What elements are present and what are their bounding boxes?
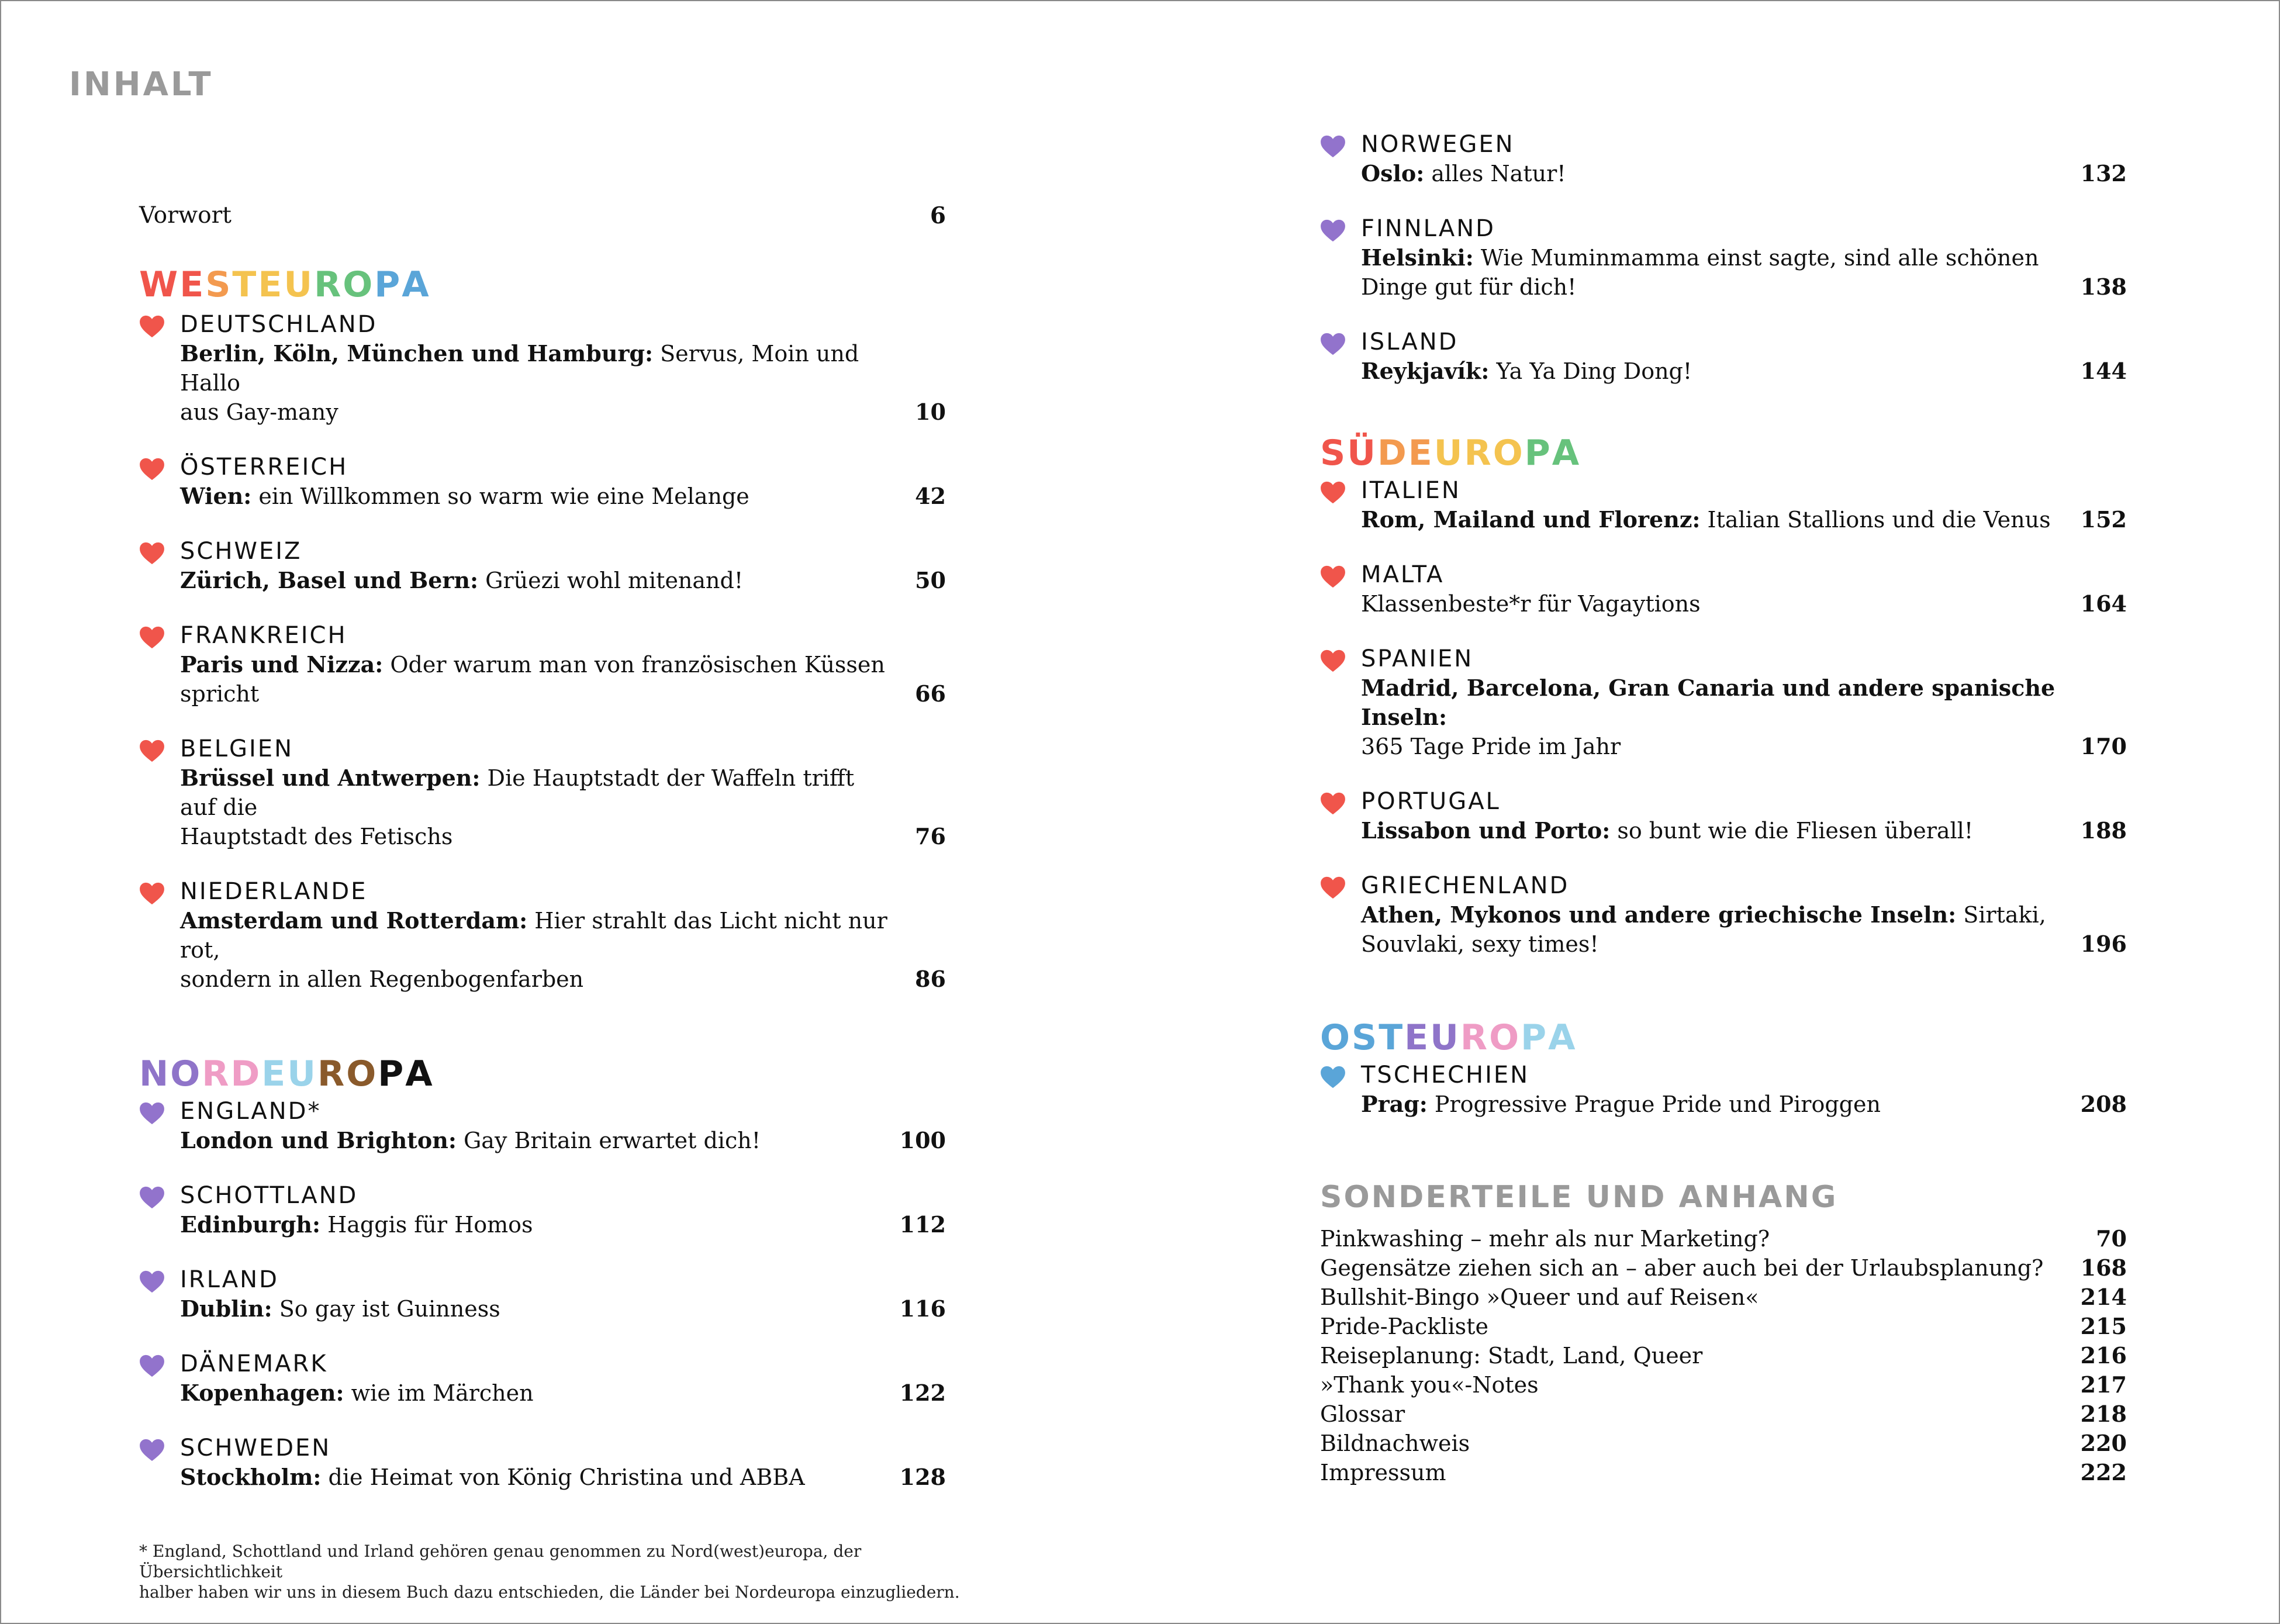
entry-description [180, 1463, 946, 1492]
anhang-item[interactable] [1320, 1458, 2127, 1487]
vorwort-label: Vorwort [139, 202, 232, 229]
heart-icon [139, 458, 165, 481]
nordeuropa-entries-left [139, 1097, 946, 1492]
heading-letter: U [287, 1053, 317, 1094]
page-number: 6 [930, 202, 946, 229]
heading-letter: R [1460, 1017, 1490, 1058]
entry-cities: Wien: [180, 483, 252, 509]
page-number: 66 [915, 680, 946, 707]
heart-icon [139, 1186, 165, 1210]
toc-entry[interactable] [1320, 327, 2127, 386]
entry-tagline: Progressive Prague Pride und Piroggen [1427, 1091, 1881, 1117]
entry-description [1361, 816, 2127, 845]
entry-tagline: Hauptstadt des Fetischs [180, 824, 453, 849]
heading-letter: E [1404, 1017, 1431, 1058]
entry-description [180, 822, 946, 851]
heading-letter: E [179, 264, 206, 305]
entry-tagline: Hier strahlt das Licht nicht nur rot, [180, 908, 894, 963]
heart-icon [1320, 876, 1346, 900]
entry-tagline: wie im Märchen [344, 1380, 534, 1406]
entry-cities: London und Brighton: [180, 1127, 457, 1153]
entry-description [180, 906, 946, 965]
heart-icon [139, 626, 165, 649]
heading-letter: S [1320, 433, 1348, 474]
anhang-item-label: Gegensätze ziehen sich an – aber auch bei der Urlaubsplanung? [1320, 1255, 2044, 1281]
heart-icon [1320, 135, 1346, 158]
entry-tagline: Souvlaki, sexy times! [1361, 931, 1599, 957]
heading-letter: E [261, 1053, 288, 1094]
entry-description [1361, 732, 2127, 761]
heart-icon [139, 315, 165, 338]
anhang-item[interactable] [1320, 1224, 2127, 1253]
heading-letter: P [1521, 1017, 1549, 1058]
page-number: 50 [915, 567, 946, 593]
anhang-item[interactable] [1320, 1429, 2127, 1458]
country-name: SPANIEN [1361, 645, 1474, 672]
page-number: 164 [2080, 590, 2127, 617]
entry-tagline: Ya Ya Ding Dong! [1489, 358, 1692, 384]
heading-letter: D [230, 1053, 262, 1094]
heading-letter: O [1489, 1017, 1521, 1058]
anhang-item[interactable] [1320, 1253, 2127, 1283]
heart-icon [139, 1355, 165, 1378]
entry-tagline: 365 Tage Pride im Jahr [1361, 734, 1621, 759]
section-heading-osteuropa [1320, 1017, 2127, 1058]
country-name: ITALIEN [1361, 477, 1461, 504]
page-number: 215 [2080, 1313, 2127, 1339]
entry-description [1361, 159, 2127, 188]
entry-tagline: Die Hauptstadt der Waffeln trifft auf die [180, 765, 862, 820]
country-name: TSCHECHIEN [1361, 1062, 1530, 1089]
country-name: ÖSTERREICH [180, 454, 348, 481]
country-name: MALTA [1361, 561, 1445, 588]
entry-description [180, 965, 946, 994]
toc-entry[interactable] [1320, 560, 2127, 618]
nordeuropa-entries-right [1320, 130, 2127, 386]
toc-entry[interactable] [139, 621, 946, 709]
page-number: 170 [2080, 733, 2127, 759]
entry-tagline: aus Gay-many [180, 399, 338, 425]
heading-letter: O [1493, 433, 1525, 474]
entry-tagline: Gay Britain erwartet dich! [456, 1128, 761, 1153]
heart-icon [139, 740, 165, 763]
entry-tagline: alles Natur! [1424, 161, 1566, 186]
anhang-item-label: Bullshit-Bingo »Queer und auf Reisen« [1320, 1284, 1759, 1310]
anhang-list [1320, 1224, 2127, 1487]
right-column [1320, 130, 2127, 1487]
toc-entry[interactable] [139, 1097, 946, 1155]
anhang-item[interactable] [1320, 1312, 2127, 1341]
toc-entry[interactable] [1320, 644, 2127, 761]
heading-letter: R [314, 264, 343, 305]
heading-letter: E [1408, 433, 1434, 474]
entry-description [180, 1210, 946, 1239]
heart-icon [1320, 1066, 1346, 1089]
country-name: ENGLAND* [180, 1098, 322, 1125]
country-name: SCHWEIZ [180, 538, 302, 565]
page-number: 208 [2080, 1091, 2127, 1117]
country-name: ISLAND [1361, 329, 1459, 355]
toc-entry[interactable] [139, 734, 946, 851]
page-number: 128 [899, 1464, 946, 1490]
entry-description [180, 339, 946, 398]
page-number: 144 [2080, 358, 2127, 384]
section-heading-nordeuropa [139, 1053, 946, 1094]
heading-letter: S [205, 264, 233, 305]
heading-letter: S [1352, 1017, 1379, 1058]
heading-letter: O [343, 264, 375, 305]
toc-entry[interactable] [1320, 130, 2127, 188]
page-number: 216 [2080, 1342, 2127, 1369]
entry-description [180, 650, 946, 709]
page-number: 112 [899, 1211, 946, 1238]
heading-letter: U [1433, 433, 1464, 474]
entry-description [1361, 900, 2127, 930]
heart-icon [1320, 219, 1346, 243]
heading-letter: U [1430, 1017, 1460, 1058]
westeuropa-entries [139, 310, 946, 994]
entry-cities: Dublin: [180, 1295, 272, 1322]
entry-tagline: Dinge gut für dich! [1361, 274, 1577, 300]
heart-icon [1320, 481, 1346, 505]
entry-tagline: Italian Stallions und die Venus [1700, 507, 2051, 533]
page-number: 196 [2080, 931, 2127, 957]
entry-cities: Zürich, Basel und Bern: [180, 567, 479, 593]
toc-entry[interactable] [139, 1349, 946, 1408]
entry-description [180, 566, 946, 595]
heading-letter: R [202, 1053, 231, 1094]
anhang-item[interactable] [1320, 1283, 2127, 1312]
entry-description [180, 1294, 946, 1324]
entry-description [1361, 589, 2127, 618]
toc-entry[interactable] [139, 1265, 946, 1324]
entry-cities: Edinburgh: [180, 1211, 321, 1238]
entry-description [1361, 930, 2127, 959]
entry-tagline: sondern in allen Regenbogenfarben [180, 966, 584, 992]
entry-cities: Helsinki: [1361, 244, 1474, 271]
entry-description [180, 1126, 946, 1155]
heading-letter: D [1377, 433, 1408, 474]
entry-tagline: Klassenbeste*r für Vagaytions [1361, 591, 1701, 617]
country-name: DEUTSCHLAND [180, 311, 378, 338]
page-number: 86 [915, 966, 946, 992]
entry-cities: Reykjavík: [1361, 358, 1490, 384]
toc-entry[interactable] [139, 1181, 946, 1239]
entry-description [180, 763, 946, 822]
page-number: 122 [899, 1380, 946, 1406]
footnote [139, 1541, 1004, 1602]
heading-letter: P [374, 264, 402, 305]
anhang-item[interactable] [1320, 1400, 2127, 1429]
entry-cities: Prag: [1361, 1091, 1428, 1117]
entry-description [180, 398, 946, 427]
heading-letter: O [170, 1053, 202, 1094]
entry-tagline: die Heimat von König Christina und ABBA [321, 1464, 805, 1490]
entry-tagline: Haggis für Homos [320, 1212, 533, 1238]
entry-cities: Paris und Nizza: [180, 651, 384, 678]
entry-cities: Stockholm: [180, 1464, 322, 1490]
page-number: 188 [2080, 817, 2127, 844]
entry-cities: Amsterdam und Rotterdam: [180, 907, 528, 934]
heading-letter: E [258, 264, 284, 305]
entry-cities: Madrid, Barcelona, Gran Canaria und andere spanische Inseln: [1361, 675, 2056, 730]
entry-description [1361, 243, 2127, 272]
entry-tagline: Wie Muminmamma einst sagte, sind alle schönen [1473, 245, 2039, 271]
page-number: 217 [2080, 1371, 2127, 1398]
entry-cities: Lissabon und Porto: [1361, 817, 1611, 844]
osteuropa-entries [1320, 1060, 2127, 1119]
page-number: 168 [2080, 1255, 2127, 1281]
heading-letter: P [378, 1053, 406, 1094]
page-number: 70 [2096, 1225, 2127, 1252]
page-number: 138 [2080, 274, 2127, 300]
heart-icon [1320, 333, 1346, 356]
entry-tagline: So gay ist Guinness [272, 1296, 500, 1322]
toc-entry[interactable] [1320, 871, 2127, 959]
entry-description [1361, 1090, 2127, 1119]
page-number: 132 [2080, 160, 2127, 186]
toc-entry[interactable] [139, 1433, 946, 1492]
page-number: 10 [915, 399, 946, 425]
page-number: 222 [2080, 1459, 2127, 1485]
toc-entry[interactable] [139, 537, 946, 595]
country-name: SCHWEDEN [180, 1435, 331, 1461]
entry-cities: Brüssel und Antwerpen: [180, 765, 481, 791]
vorwort-entry[interactable] [139, 201, 946, 230]
entry-tagline: Grüezi wohl mitenand! [478, 568, 744, 593]
heading-letter: R [317, 1053, 347, 1094]
entry-cities: Oslo: [1361, 160, 1425, 186]
heart-icon [1320, 792, 1346, 816]
heart-icon [1320, 649, 1346, 673]
country-name: DÄNEMARK [180, 1350, 328, 1377]
entry-description [1361, 357, 2127, 386]
toc-entry[interactable] [139, 310, 946, 427]
page-number: 214 [2080, 1284, 2127, 1310]
heading-letter: A [402, 264, 431, 305]
toc-entry[interactable] [1320, 787, 2127, 845]
entry-cities: Berlin, Köln, München und Hamburg: [180, 340, 654, 367]
entry-tagline: ein Willkommen so warm wie eine Melange [251, 483, 749, 509]
heading-letter: O [346, 1053, 378, 1094]
heading-letter: W [139, 264, 180, 305]
heading-letter: A [1552, 433, 1581, 474]
page-title: INHALT [69, 65, 213, 103]
entry-cities: Rom, Mailand und Florenz: [1361, 506, 1701, 533]
heading-letter: Ü [1347, 433, 1377, 474]
footnote-line: * England, Schottland und Irland gehören genau genommen zu Nord(west)europa, der Übersichtlichkeit [139, 1542, 862, 1581]
heading-letter: N [139, 1053, 171, 1094]
country-name: PORTUGAL [1361, 788, 1501, 815]
heading-letter: A [1548, 1017, 1577, 1058]
heart-icon [139, 1270, 165, 1294]
country-name: SCHOTTLAND [180, 1182, 358, 1209]
heart-icon [139, 542, 165, 565]
entry-tagline: Servus, Moin und Hallo [180, 341, 866, 396]
page-number: 42 [915, 483, 946, 509]
section-heading-suedeuropa [1320, 433, 2127, 474]
heart-icon [139, 1439, 165, 1462]
left-column [139, 201, 946, 1492]
entry-description [180, 1378, 946, 1408]
anhang-item-label: »Thank you«-Notes [1320, 1372, 1539, 1398]
anhang-item-label: Pinkwashing – mehr als nur Marketing? [1320, 1226, 1770, 1252]
toc-entry[interactable] [1320, 1060, 2127, 1119]
heart-icon [1320, 565, 1346, 589]
heading-letter: A [405, 1053, 434, 1094]
suedeuropa-entries [1320, 476, 2127, 959]
country-name: FRANKREICH [180, 622, 347, 649]
toc-entry[interactable] [1320, 214, 2127, 302]
heading-letter: O [1320, 1017, 1352, 1058]
anhang-item-label: Reiseplanung: Stadt, Land, Queer [1320, 1343, 1703, 1369]
heading-letter: R [1464, 433, 1493, 474]
entry-description [1361, 272, 2127, 302]
heart-icon [139, 882, 165, 906]
entry-description [180, 482, 946, 511]
anhang-item[interactable] [1320, 1341, 2127, 1370]
page-number: 76 [915, 823, 946, 849]
page-number: 152 [2080, 506, 2127, 533]
heading-letter: T [1379, 1017, 1405, 1058]
country-name: NORWEGEN [1361, 131, 1515, 158]
anhang-item-label: Impressum [1320, 1460, 1446, 1485]
country-name: IRLAND [180, 1266, 279, 1293]
country-name: FINNLAND [1361, 215, 1495, 242]
entry-description [1361, 505, 2127, 534]
page-number: 220 [2080, 1430, 2127, 1456]
anhang-item-label: Glossar [1320, 1401, 1405, 1427]
entry-cities: Kopenhagen: [180, 1380, 344, 1406]
page-number: 218 [2080, 1401, 2127, 1427]
heading-letter: U [284, 264, 315, 305]
page-number: 116 [899, 1295, 946, 1322]
entry-tagline: Sirtaki, [1956, 902, 2046, 928]
anhang-item-label: Bildnachweis [1320, 1430, 1470, 1456]
entry-tagline: Oder warum man von französischen Küssen spricht [180, 652, 892, 707]
section-heading-anhang: SONDERTEILE UND ANHANG [1320, 1180, 1838, 1215]
country-name: GRIECHENLAND [1361, 872, 1570, 899]
toc-entry[interactable] [139, 452, 946, 511]
heading-letter: T [232, 264, 258, 305]
heading-letter: P [1524, 433, 1552, 474]
entry-tagline: so bunt wie die Fliesen überall! [1610, 818, 1974, 844]
anhang-item-label: Pride-Packliste [1320, 1314, 1488, 1339]
section-heading-westeuropa [139, 264, 946, 305]
country-name: NIEDERLANDE [180, 878, 368, 905]
entry-description [1361, 673, 2127, 732]
country-name: BELGIEN [180, 735, 293, 762]
entry-cities: Athen, Mykonos und andere griechische Inseln: [1361, 901, 1957, 928]
footnote-line: halber haben wir uns in diesem Buch dazu entschieden, die Länder bei Nordeuropa einzugliedern. [139, 1582, 960, 1602]
anhang-item[interactable] [1320, 1370, 2127, 1400]
toc-entry[interactable] [1320, 476, 2127, 534]
toc-entry[interactable] [139, 877, 946, 994]
heart-icon [139, 1102, 165, 1125]
page-number: 100 [899, 1127, 946, 1153]
